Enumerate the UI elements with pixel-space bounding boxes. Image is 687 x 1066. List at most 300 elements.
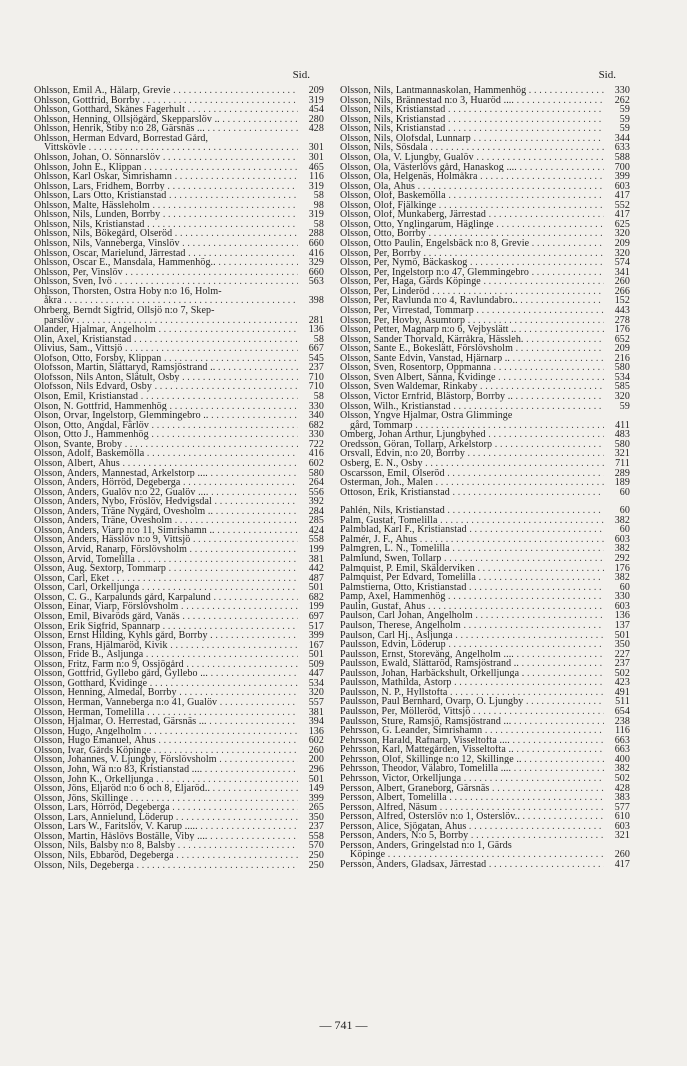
entry-name: Olsson, Carl, Eket . . . — [34, 574, 298, 584]
entry-name: Olsson, Jöns, Eljaröd n:o 6 och 8, Eljaröd.. . . . — [34, 784, 298, 794]
entry-page: 136 — [614, 610, 630, 622]
index-entry — [340, 678, 630, 688]
entry-name: Ohlsson, Emil A., Hålarp, Grevie . . . — [34, 86, 298, 96]
entry-page: 400 — [614, 753, 630, 765]
entry-page: 59 — [619, 104, 630, 116]
entry-name: Olsson, Henning, Almedal, Borrby . . . — [34, 688, 298, 698]
entry-name: Olsson, Hugo Emanuel, Åhus . . . — [34, 736, 298, 746]
entry-page: 556 — [308, 486, 324, 498]
entry-page: 382 — [614, 572, 630, 584]
entry-page: 558 — [308, 830, 324, 842]
entry-name: Olsson, Otto, Borrby . . . — [340, 229, 604, 239]
entry-page: 266 — [614, 285, 630, 297]
entry-name: Olsson, Sven Albert, Sånna, Kvidinge . . . — [340, 373, 604, 383]
entry-page: 296 — [308, 763, 324, 775]
index-entry — [34, 660, 324, 670]
index-entry — [34, 411, 324, 421]
entry-name: Olsson, Lars W., Faritslöv, V. Karup ..... . . . — [34, 822, 298, 832]
entry-page: 465 — [308, 161, 324, 173]
index-entry — [340, 793, 630, 803]
index-entry — [34, 708, 324, 718]
index-entry — [34, 182, 324, 192]
entry-name: Ohlsson, Oscar, Marielund, Järrestad . . . — [34, 249, 298, 259]
index-entry — [34, 650, 324, 660]
entry-name: Paulsson, Edvin, Löderup . . . — [340, 640, 604, 650]
index-entry — [34, 325, 324, 335]
entry-name: Pehrsson, Karl, Mattegården, Visseltofta .. . . . — [340, 745, 604, 755]
entry-page: 136 — [308, 725, 324, 737]
entry-name: Paulsson, Sture, Ramsjö, Ramsjöstrand ... . . . — [340, 717, 604, 727]
entry-page: 442 — [308, 563, 324, 575]
entry-name: Olsson, Anders, Nybo, Fröslöv, Hedvigsdal . . . — [34, 497, 298, 507]
index-entry — [340, 535, 630, 545]
entry-page: 570 — [308, 840, 324, 852]
entry-page: 663 — [614, 734, 630, 746]
entry-name: Olsson, Hugo, Ängelholm . . . — [34, 727, 298, 737]
entry-name: Pehrsson, G. Leander, Simrishamn . . . — [340, 726, 604, 736]
index-entry — [340, 459, 630, 469]
index-entry — [340, 96, 630, 106]
entry-name: Palmquist, P. Emil, Skälderviken . . . — [340, 564, 604, 574]
entry-name: Olson, N. Gottfrid, Hammenhög . . . — [34, 402, 298, 412]
entry-page: 284 — [308, 505, 324, 517]
index-entry — [340, 525, 630, 535]
entry-page: 330 — [614, 85, 630, 96]
entry-name-line2: åkra — [44, 295, 62, 306]
index-entry — [34, 727, 324, 737]
entry-name: Olsson, Ernst Hilding, Kyhls gård, Borrby . . . . — [34, 631, 298, 641]
entry-page: 278 — [614, 314, 630, 326]
index-entry — [34, 822, 324, 832]
entry-page: 602 — [308, 457, 324, 469]
index-entry — [34, 153, 324, 163]
index-entry — [34, 535, 324, 545]
index-entry — [340, 621, 630, 631]
entry-page: 428 — [308, 123, 324, 135]
entry-page: 319 — [308, 209, 324, 221]
entry-name: Olsson, Otto, Ynglingarum, Häglinge . . . — [340, 220, 604, 230]
entry-page: 501 — [308, 773, 324, 785]
entry-page: 176 — [614, 562, 630, 574]
index-entry — [340, 392, 630, 402]
index-entry — [340, 803, 630, 813]
entry-name: Olsson, Lars, Hörröd, Degeberga . . . — [34, 803, 298, 813]
index-entry — [340, 745, 630, 755]
entry-page: 199 — [308, 544, 324, 555]
entry-page: 577 — [614, 801, 630, 813]
entry-page: 58 — [313, 218, 324, 230]
entry-page: 330 — [614, 591, 630, 603]
entry-name: Persson, Anders, N:o 5, Borrby . . . — [340, 831, 604, 841]
entry-name: Olsson, Nils, Brännestad n:o 3, Huaröd .... . . . — [340, 96, 604, 106]
entry-page: 663 — [614, 744, 630, 756]
entry-name: Olsson, Martin, Håslövs Boställe, Viby .... . . . — [34, 832, 298, 842]
index-entry — [340, 736, 630, 746]
index-entry — [340, 860, 630, 870]
entry-name: Olsson, Per, Virrestad, Tommarp . . . — [340, 306, 604, 316]
entry-name: Olsson, Nils, Lantmannaskolan, Hammenhög . . . — [340, 86, 604, 96]
entry-page: 137 — [614, 619, 630, 631]
entry-name: Palmquist, Per Edvard, Tomelilla . . . — [340, 573, 604, 583]
entry-name-line2: Köpinge — [350, 849, 386, 860]
entry-name: Olsson, Petter, Magnarp n:o 6, Vejbyslätt .. . . . — [340, 325, 604, 335]
index-entry — [340, 688, 630, 698]
entry-page: 443 — [614, 304, 630, 316]
index-entry — [340, 592, 630, 602]
index-entry — [34, 249, 324, 259]
entry-page: 167 — [308, 639, 324, 651]
index-entry — [340, 411, 630, 430]
entry-name: Persson, Alfred, Näsum . . . — [340, 803, 604, 813]
entry-name: Ohlsson, Lars Otto, Kristianstad . . . — [34, 191, 298, 201]
entry-name: Olsson, Wilh., Kristianstad . . . — [340, 402, 604, 412]
right-sid-header: Sid. — [598, 69, 616, 81]
entry-name: Olsson, Frans, Hjälmaröd, Kivik . . . — [34, 641, 298, 651]
entry-page: 237 — [308, 362, 324, 374]
index-entry — [34, 851, 324, 861]
entry-name: Olsson, Adolf, Baskemölla . . . — [34, 449, 298, 459]
index-entry — [34, 469, 324, 479]
index-entry — [340, 506, 630, 516]
index-entry — [34, 402, 324, 412]
entry-page: 558 — [308, 534, 324, 546]
entry-name: Paulsson, Ernst, Storevång, Ängelholm .... . . . — [340, 650, 604, 660]
index-entry — [340, 440, 630, 450]
entry-page: 722 — [308, 438, 324, 450]
entry-name: Olsson, Ivar, Gårds Köpinge . . . — [34, 746, 298, 756]
entry-page: 381 — [308, 553, 324, 565]
entry-page: 264 — [308, 477, 324, 489]
index-entry — [340, 191, 630, 201]
index-entry — [340, 124, 630, 134]
left-column — [34, 68, 324, 870]
entry-page: 416 — [308, 247, 324, 259]
entry-name: Olofsson, Martin, Slättaryd, Ramsjöstrand .. . . . — [34, 363, 298, 373]
index-entry — [34, 861, 324, 871]
entry-name: Olsson, Nils, Sösdala . . . — [340, 143, 604, 153]
entry-page: 603 — [614, 820, 630, 832]
entry-name: Olsson, Sven, Rosentorp, Oppmanna . . . — [340, 363, 604, 373]
index-entry — [34, 688, 324, 698]
index-entry — [340, 201, 630, 211]
entry-page: 483 — [614, 429, 630, 441]
entry-page: 330 — [308, 429, 324, 441]
entry-page: 588 — [614, 151, 630, 163]
index-entry — [34, 124, 324, 134]
entry-page: 200 — [308, 754, 324, 766]
entry-page: 260 — [308, 744, 324, 756]
entry-name: Olsson, Nils, Degeberga . . . — [34, 861, 298, 871]
index-entry — [340, 402, 630, 412]
entry-name: Olsson, Herman, Tomelilla . . . — [34, 708, 298, 718]
entry-page: 501 — [308, 582, 324, 594]
entry-name: Olofson, Otto, Forsby, Klippan . . . — [34, 354, 298, 364]
index-entry — [34, 841, 324, 851]
index-entry — [340, 239, 630, 249]
index-entry — [34, 593, 324, 603]
entry-name: Olsson, Olof, Munkaberg, Järrestad . . . — [340, 210, 604, 220]
entry-name: Ohlsson, Henning, Öllsjögård, Skepparslöv .. . . . — [34, 115, 298, 125]
entry-name: Pehrsson, Harald, Rafnarp, Visseltofta .... . . . — [340, 736, 604, 746]
entry-page: 260 — [614, 276, 630, 288]
entry-name: Paulson, Therese, Ängelholm . . . — [340, 621, 604, 631]
entry-name: Olsson, Per, Haga, Gärds Köpinge . . . — [340, 277, 604, 287]
entry-name-line1: Olsson, Yngve Hjalmar, Östra Glimminge — [340, 411, 513, 422]
index-entry — [340, 335, 630, 345]
index-entry — [340, 268, 630, 278]
entry-page: 399 — [308, 630, 324, 642]
entry-name: Olsson, Albert, Åhus . . . — [34, 459, 298, 469]
index-entry — [340, 717, 630, 727]
entry-name: Ohlsson, Gottfrid, Borrby . . . — [34, 96, 298, 106]
entry-name — [34, 134, 298, 153]
entry-name: Olson, Emil, Kristianstad . . . — [34, 392, 298, 402]
entry-name: Olander, Hjalmar, Ängelholm . . . — [34, 325, 298, 335]
entry-page: 58 — [313, 391, 324, 402]
index-entry — [34, 239, 324, 249]
entry-name: Pehrsson, Theodor, Välabro, Tomelilla .... . . . — [340, 764, 604, 774]
index-entry — [340, 611, 630, 621]
entry-page: 381 — [308, 706, 324, 718]
entry-page: 502 — [614, 772, 630, 784]
entry-name: Persson, Alice, Sjögatan, Åhus . . . — [340, 822, 604, 832]
right-entry-list — [340, 86, 630, 870]
entry-page: 398 — [308, 295, 324, 307]
entry-name: Olsson, Victor Ernfrid, Blästorp, Borrby .. . . . — [340, 392, 604, 402]
entry-page: 60 — [619, 581, 630, 593]
entry-page: 321 — [614, 830, 630, 842]
entry-page: 116 — [615, 725, 630, 737]
entry-name: Olsson, Otto Paulin, Engelsbäck n:o 8, Grevie . . . — [340, 239, 604, 249]
entry-name: Olsson, Anders, Träne, Ovesholm . . . — [34, 516, 298, 526]
entry-page: 260 — [614, 849, 630, 861]
index-entry — [34, 306, 324, 325]
entry-name — [340, 411, 604, 430]
entry-page: 399 — [308, 792, 324, 804]
entry-page: 710 — [308, 381, 324, 393]
entry-name: Ohlsson, Malte, Hässleholm . . . — [34, 201, 298, 211]
entry-name-line2: Vittskövle — [44, 142, 87, 153]
entry-name: Ohlsson, Nils, Kristianstad . . . — [34, 220, 298, 230]
index-entry — [340, 163, 630, 173]
index-entry — [340, 573, 630, 583]
entry-page: 227 — [614, 648, 630, 660]
entry-name: Ohlsson, Oscar E., Mansdala, Hammenhög.. . . . — [34, 258, 298, 268]
entry-name: Palm, Gustaf, Tomelilla . . . — [340, 516, 604, 526]
index-entry — [340, 669, 630, 679]
entry-name: Olsson, Nils, Olofsdal, Lunnarp . . . — [340, 134, 604, 144]
entry-name: Olsson, Per, Hovby, Åsumtorp . . . — [340, 316, 604, 326]
entry-page: 189 — [614, 477, 630, 489]
entry-name: Olsson, Nils, Ebbaröd, Degeberga . . . — [34, 851, 298, 861]
index-entry — [34, 516, 324, 526]
index-entry — [340, 774, 630, 784]
entry-page: 238 — [614, 715, 630, 727]
index-entry — [340, 764, 630, 774]
index-entry — [34, 775, 324, 785]
entry-page: 320 — [614, 228, 630, 240]
entry-name: Olsson, C. G., Karpalunds gård, Karpalund . . . — [34, 593, 298, 603]
entry-name: Omberg, Johan Arthur, Ljungbyhed . . . — [340, 430, 604, 440]
index-entry — [340, 469, 630, 479]
entry-page: 320 — [614, 247, 630, 259]
entry-name: Olsson, John K., Örkelljunga . . . — [34, 775, 298, 785]
entry-name: Ottoson, Erik, Kristianstad . . . — [340, 488, 604, 498]
entry-page: 216 — [614, 352, 630, 364]
index-entry — [34, 421, 324, 431]
entry-page: 209 — [614, 238, 630, 249]
entry-name-line2: gård, Tommarp — [350, 419, 413, 431]
entry-name: Olsson, Nils, Kristianstad . . . — [340, 115, 604, 125]
entry-page: 59 — [619, 400, 630, 412]
entry-page: 320 — [614, 391, 630, 402]
index-entry — [340, 831, 630, 841]
index-entry — [340, 373, 630, 383]
entry-name: Olsson, Fritz, Farm n:o 9, Össjögård . . . — [34, 660, 298, 670]
index-entry — [340, 344, 630, 354]
entry-page: 382 — [614, 763, 630, 775]
index-entry — [34, 96, 324, 106]
entry-page: 667 — [308, 343, 324, 355]
entry-name: Olsson, Fride B., Åsljunga . . . — [34, 650, 298, 660]
entry-page: 60 — [619, 524, 630, 536]
entry-page: 329 — [308, 257, 324, 269]
left-entry-list — [34, 86, 324, 870]
index-entry — [340, 478, 630, 488]
entry-name: Olsson, Carl, Örkelljunga . . . — [34, 583, 298, 593]
index-entry — [340, 583, 630, 593]
index-entry — [34, 459, 324, 469]
index-entry — [340, 296, 630, 306]
index-entry — [340, 488, 630, 498]
index-entry — [34, 631, 324, 641]
index-entry — [340, 564, 630, 574]
entry-page: 447 — [308, 668, 324, 680]
entry-name: Olsson, Per, Ingelstorp n:o 47, Glemmingebro . . . — [340, 268, 604, 278]
entry-name: Ohlsson, Per, Vinslöv . . . — [34, 268, 298, 278]
entry-name: Ohlsson, Sven, Ivö . . . — [34, 277, 298, 287]
index-entry — [34, 105, 324, 115]
entry-name: Paulsson, Mathilda, Åstorp . . . — [340, 678, 604, 688]
entry-page: 350 — [614, 639, 630, 651]
entry-page: 58 — [313, 190, 324, 202]
index-entry — [34, 163, 324, 173]
index-entry — [34, 258, 324, 268]
index-entry — [340, 354, 630, 364]
entry-name: Ohlsson, Henrik, Stiby n:o 28, Gärsnäs ... . . . — [34, 124, 298, 134]
entry-page: 250 — [308, 859, 324, 871]
entry-page: 534 — [614, 371, 630, 383]
entry-name: Ohlsson, Lars, Fridhem, Borrby . . . — [34, 182, 298, 192]
entry-name: Pamp, Axel, Hammenhög . . . — [340, 592, 604, 602]
entry-name: Ohlsson, Nils, Vanneberga, Vinslöv . . . — [34, 239, 298, 249]
index-entry — [34, 440, 324, 450]
index-entry — [34, 574, 324, 584]
index-entry — [34, 134, 324, 153]
entry-page: 501 — [614, 629, 630, 641]
entry-name: Olsson, Gotthard, Kvidinge . . . — [34, 679, 298, 689]
entry-page: 59 — [619, 123, 630, 135]
entry-page: 417 — [614, 859, 630, 870]
entry-page: 301 — [308, 142, 324, 154]
entry-name: Olsson, Olof, Fjälkinge . . . — [340, 201, 604, 211]
entry-page: 585 — [614, 381, 630, 393]
index-entry — [34, 344, 324, 354]
index-entry — [34, 794, 324, 804]
entry-page: 237 — [308, 821, 324, 833]
index-entry — [340, 229, 630, 239]
entry-page: 392 — [308, 496, 324, 508]
index-entry — [34, 784, 324, 794]
index-entry — [34, 86, 324, 96]
index-entry — [340, 841, 630, 860]
entry-page: 152 — [614, 295, 630, 307]
index-entry — [34, 526, 324, 536]
entry-name: Paulsson, Ewald, Slättaröd, Ramsjöstrand .. . . . — [340, 659, 604, 669]
index-entry — [340, 659, 630, 669]
entry-name: Olsson, Olof, Baskemölla . . . — [340, 191, 604, 201]
entry-name: Olsson, Arvid, Ranarp, Förslövsholm . . . — [34, 545, 298, 555]
entry-page: 511 — [615, 696, 630, 708]
index-entry — [340, 287, 630, 297]
entry-page: 288 — [308, 228, 324, 240]
entry-page: 265 — [308, 802, 324, 814]
index-entry — [34, 622, 324, 632]
index-entry — [34, 832, 324, 842]
entry-page: 509 — [308, 658, 324, 670]
index-entry — [340, 249, 630, 259]
entry-page: 660 — [308, 266, 324, 278]
entry-page: 552 — [614, 199, 630, 211]
index-entry — [340, 822, 630, 832]
entry-name: Pahlén, Nils, Kristianstad . . . — [340, 506, 604, 516]
entry-page: 399 — [614, 171, 630, 183]
entry-page: 682 — [308, 591, 324, 603]
entry-page: 280 — [308, 113, 324, 125]
entry-page: 60 — [619, 505, 630, 517]
entry-name: Palmér, J. F., Åhus . . . — [340, 535, 604, 545]
entry-name: Olsson, Lars, Annielund, Löderup . . . — [34, 813, 298, 823]
index-entry — [340, 325, 630, 335]
entry-page: 199 — [308, 601, 324, 613]
entry-page: 682 — [308, 419, 324, 431]
index-entry — [34, 335, 324, 345]
entry-page: 262 — [614, 94, 630, 106]
entry-name: Olsson, Anders, Gualöv n:o 22, Gualöv .... . . . — [34, 488, 298, 498]
entry-page: 545 — [308, 352, 324, 364]
index-entry — [340, 697, 630, 707]
index-entry — [340, 134, 630, 144]
entry-name: Olivius, Sam., Vittsjö . . . — [34, 344, 298, 354]
index-entry — [340, 86, 630, 96]
entry-page: 98 — [313, 199, 324, 211]
index-entry — [340, 784, 630, 794]
index-entry — [34, 201, 324, 211]
index-entry — [340, 430, 630, 440]
entry-page: 502 — [614, 667, 630, 679]
entry-page: 424 — [308, 524, 324, 536]
index-entry — [34, 803, 324, 813]
entry-page: 176 — [614, 324, 630, 336]
index-entry — [340, 220, 630, 230]
index-entry — [340, 755, 630, 765]
index-entry — [340, 316, 630, 326]
index-entry — [340, 640, 630, 650]
index-entry — [340, 707, 630, 717]
entry-page: 136 — [308, 324, 324, 336]
entry-page: 711 — [615, 457, 630, 469]
entry-page: 534 — [308, 677, 324, 689]
